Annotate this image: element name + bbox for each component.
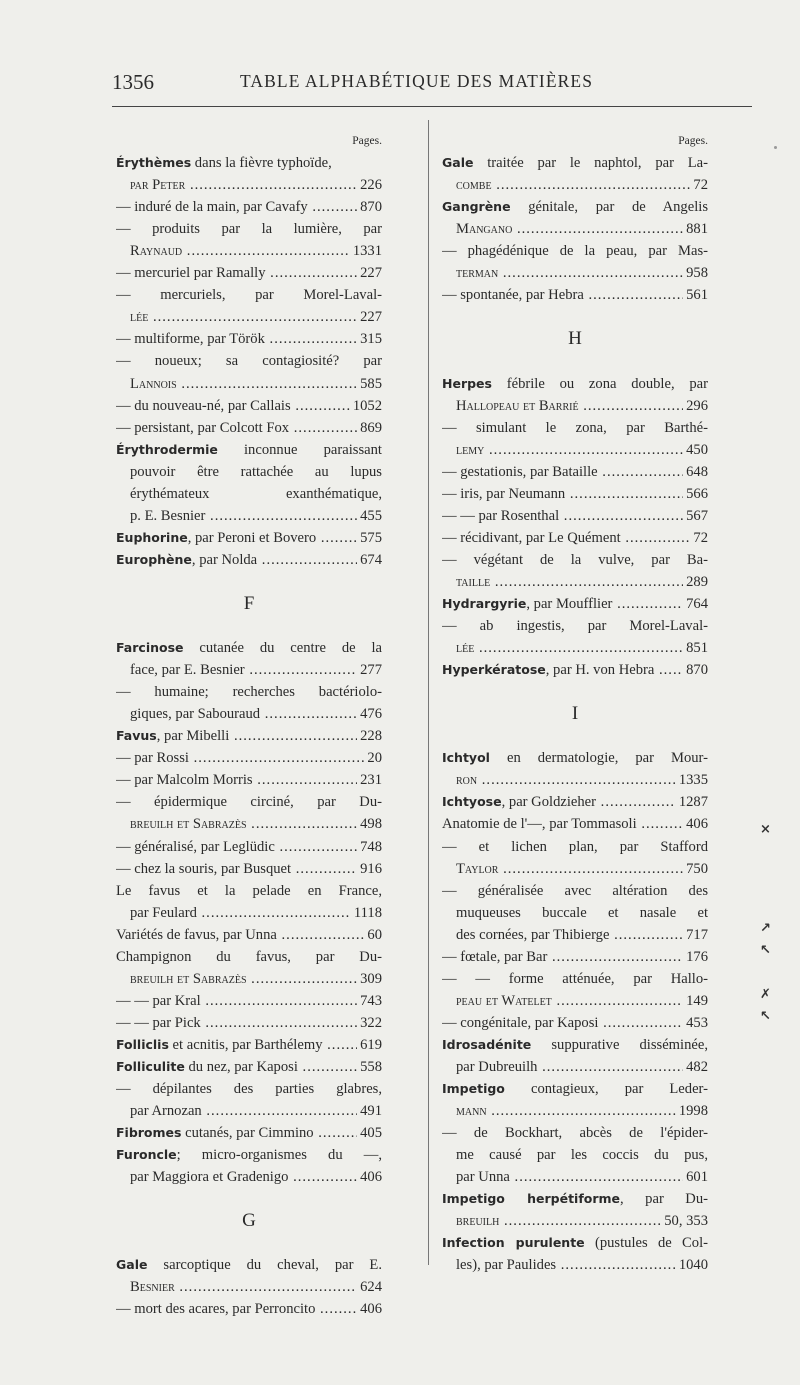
index-entry: — mercuriel par Ramally ..... 227 — [116, 262, 382, 284]
index-entry: Gangrène génitale, par de Angelis — [442, 199, 708, 216]
section-letter: F — [243, 592, 255, 614]
index-entry: — par Rossi ..... 20 — [116, 747, 382, 769]
index-entry: — congénitale, par Kaposi ..... 453 — [442, 1012, 708, 1034]
index-entry: — ab ingestis, par Morel-Laval- — [442, 618, 708, 635]
page-number: 1356 — [112, 70, 154, 94]
index-entry: — mercuriels, par Morel-Laval- — [116, 287, 382, 304]
index-entry: face, par E. Besnier ..... 277 — [116, 659, 382, 681]
index-entry: Le favus et la pelade en France, — [116, 882, 382, 899]
index-entry: peau et Watelet ..... 149 — [442, 990, 708, 1012]
index-entry: — chez la souris, par Busquet ..... 916 — [116, 858, 382, 880]
index-entry: par Unna ..... 601 — [442, 1166, 708, 1188]
index-entry: — du nouveau-né, par Callais ..... 1052 — [116, 395, 382, 417]
index-entry: Farcinose cutanée du centre de la — [116, 640, 382, 657]
index-entry: érythémateux exanthématique, — [130, 485, 382, 502]
index-entry: Érythrodermie inconnue paraissant — [116, 441, 382, 458]
index-entry: mann ..... 1998 — [442, 1100, 708, 1122]
index-entry: breuilh et Sabrazès ..... 498 — [116, 813, 382, 835]
index-entry: — par Malcolm Morris ..... 231 — [116, 769, 382, 791]
index-entry: Idrosadénite suppurative disséminée, — [442, 1036, 708, 1053]
index-entry: Hydrargyrie, par Moufflier ..... 764 — [442, 593, 708, 615]
index-entry: — — par Pick ..... 322 — [116, 1012, 382, 1034]
index-entry: combe ..... 72 — [442, 174, 708, 196]
index-entry: — récidivant, par Le Quément ..... 72 — [442, 527, 708, 549]
index-entry: taille ..... 289 — [442, 571, 708, 593]
left-column — [116, 130, 382, 1321]
header-rule — [112, 106, 752, 107]
index-entry: Hyperkératose, par H. von Hebra ..... 870 — [442, 659, 708, 681]
index-entry: — iris, par Neumann ..... 566 — [442, 483, 708, 505]
index-entry: muqueuses buccale et nasale et — [456, 904, 708, 921]
handwritten-mark: ↖ — [760, 943, 771, 958]
index-entry: lemy ..... 450 — [442, 439, 708, 461]
index-entry: Herpes fébrile ou zona double, par — [442, 375, 708, 392]
index-entry: — dépilantes des parties glabres, — [116, 1081, 382, 1098]
page-header — [112, 70, 752, 100]
index-entry: Gale sarcoptique du cheval, par E. — [116, 1257, 382, 1274]
index-entry: par Feulard ..... 1118 — [116, 902, 382, 924]
index-entry: lée ..... 851 — [442, 637, 708, 659]
index-entry: — noueux; sa contagiosité? par — [116, 353, 382, 370]
index-entry: — fœtale, par Bar ..... 176 — [442, 946, 708, 968]
index-entry: Gale traitée par le naphtol, par La- — [442, 155, 708, 172]
index-entry: — persistant, par Colcott Fox ..... 869 — [116, 417, 382, 439]
index-entry: — multiforme, par Török ..... 315 — [116, 328, 382, 350]
index-entry: Fibromes cutanés, par Cimmino ..... 405 — [116, 1122, 382, 1144]
index-entry: — végétant de la vulve, par Ba- — [442, 551, 708, 568]
index-entry: Anatomie de l'—, par Tommasoli ..... 406 — [442, 813, 708, 835]
index-entry: Europhène, par Nolda ..... 674 — [116, 549, 382, 571]
handwritten-mark: ↗ — [760, 921, 771, 936]
index-entry: Lannois ..... 585 — [116, 373, 382, 395]
index-entry: breuilh et Sabrazès ..... 309 — [116, 968, 382, 990]
index-entry: — épidermique circiné, par Du- — [116, 794, 382, 811]
index-entry: — phagédénique de la peau, par Mas- — [442, 243, 708, 260]
index-entry: terman ..... 958 — [442, 262, 708, 284]
index-entry: Furoncle; micro-organismes du —, — [116, 1147, 382, 1164]
index-entry: Impetigo contagieux, par Leder- — [442, 1081, 708, 1098]
index-entry: breuilh ..... 50, 353 — [442, 1210, 708, 1232]
index-entry: Mangano ..... 881 — [442, 218, 708, 240]
index-entry: par Maggiora et Gradenigo ..... 406 — [116, 1166, 382, 1188]
pages-label: Pages. — [678, 135, 708, 147]
section-letter: I — [571, 703, 579, 725]
index-entry: Taylor ..... 750 — [442, 858, 708, 880]
index-entry: — de Bockhart, abcès de l'épider- — [442, 1125, 708, 1142]
index-entry: Infection purulente (pustules de Col- — [442, 1235, 708, 1252]
index-entry: Variétés de favus, par Unna ..... 60 — [116, 924, 382, 946]
index-entry: — humaine; recherches bactériolo- — [116, 684, 382, 701]
index-entry: Euphorine, par Peroni et Bovero ..... 575 — [116, 527, 382, 549]
right-column — [442, 130, 708, 1276]
section-letter: H — [568, 328, 582, 350]
handwritten-mark: × — [760, 822, 771, 837]
index-entry: les), par Paulides ..... 1040 — [442, 1254, 708, 1276]
index-entry: Érythèmes dans la fièvre typhoïde, — [116, 155, 332, 172]
index-entry: — — par Kral ..... 743 — [116, 990, 382, 1012]
index-entry: Raynaud ..... 1331 — [116, 240, 382, 262]
index-entry: — gestationis, par Bataille ..... 648 — [442, 461, 708, 483]
index-entry: Folliculite du nez, par Kaposi ..... 558 — [116, 1056, 382, 1078]
index-entry: — généralisé, par Leglüdic ..... 748 — [116, 836, 382, 858]
index-entry: Ichtyol en dermatologie, par Mour- — [442, 750, 708, 767]
index-entry: giques, par Sabouraud ..... 476 — [116, 703, 382, 725]
index-entry: — généralisée avec altération des — [442, 882, 708, 899]
index-entry: — — par Rosenthal ..... 567 — [442, 505, 708, 527]
handwritten-mark: ↖ — [760, 1009, 771, 1024]
index-entry: — simulant le zona, par Barthé- — [442, 419, 708, 436]
running-title: TABLE ALPHABÉTIQUE DES MATIÈRES — [240, 71, 594, 91]
index-entry: lée ..... 227 — [116, 306, 382, 328]
index-entry: pouvoir être rattachée au lupus — [130, 463, 382, 480]
index-entry: ron ..... 1335 — [442, 769, 708, 791]
index-entry: Favus, par Mibelli ..... 228 — [116, 725, 382, 747]
index-entry: Ichtyose, par Goldzieher ..... 1287 — [442, 791, 708, 813]
index-entry: — mort des acares, par Perroncito ..... 406 — [116, 1298, 382, 1320]
index-entry: Folliclis et acnitis, par Barthélemy ..... 619 — [116, 1034, 382, 1056]
index-entry: — — forme atténuée, par Hallo- — [442, 970, 708, 987]
index-entry: — et lichen plan, par Stafford — [442, 838, 708, 855]
pages-label: Pages. — [352, 135, 382, 147]
section-letter: G — [242, 1210, 256, 1232]
ink-spot — [774, 146, 777, 149]
index-entry: Besnier ..... 624 — [116, 1276, 382, 1298]
column-divider — [428, 120, 429, 1265]
index-entry: me causé par les coccis du pus, — [456, 1147, 708, 1164]
index-entry: Impetigo herpétiforme, par Du- — [442, 1191, 708, 1208]
index-entry: Champignon du favus, par Du- — [116, 948, 382, 965]
handwritten-mark: ✗ — [760, 987, 771, 1002]
index-entry: — produits par la lumière, par — [116, 221, 382, 238]
index-entry: par Arnozan ..... 491 — [116, 1100, 382, 1122]
index-entry: Hallopeau et Barrié ..... 296 — [442, 395, 708, 417]
index-entry: p. E. Besnier ..... 455 — [116, 505, 382, 527]
index-entry: — spontanée, par Hebra ..... 561 — [442, 284, 708, 306]
index-entry: par Peter ..... 226 — [116, 174, 382, 196]
index-entry: — induré de la main, par Cavafy ..... 870 — [116, 196, 382, 218]
index-entry: des cornées, par Thibierge ..... 717 — [442, 924, 708, 946]
index-entry: par Dubreuilh ..... 482 — [442, 1056, 708, 1078]
